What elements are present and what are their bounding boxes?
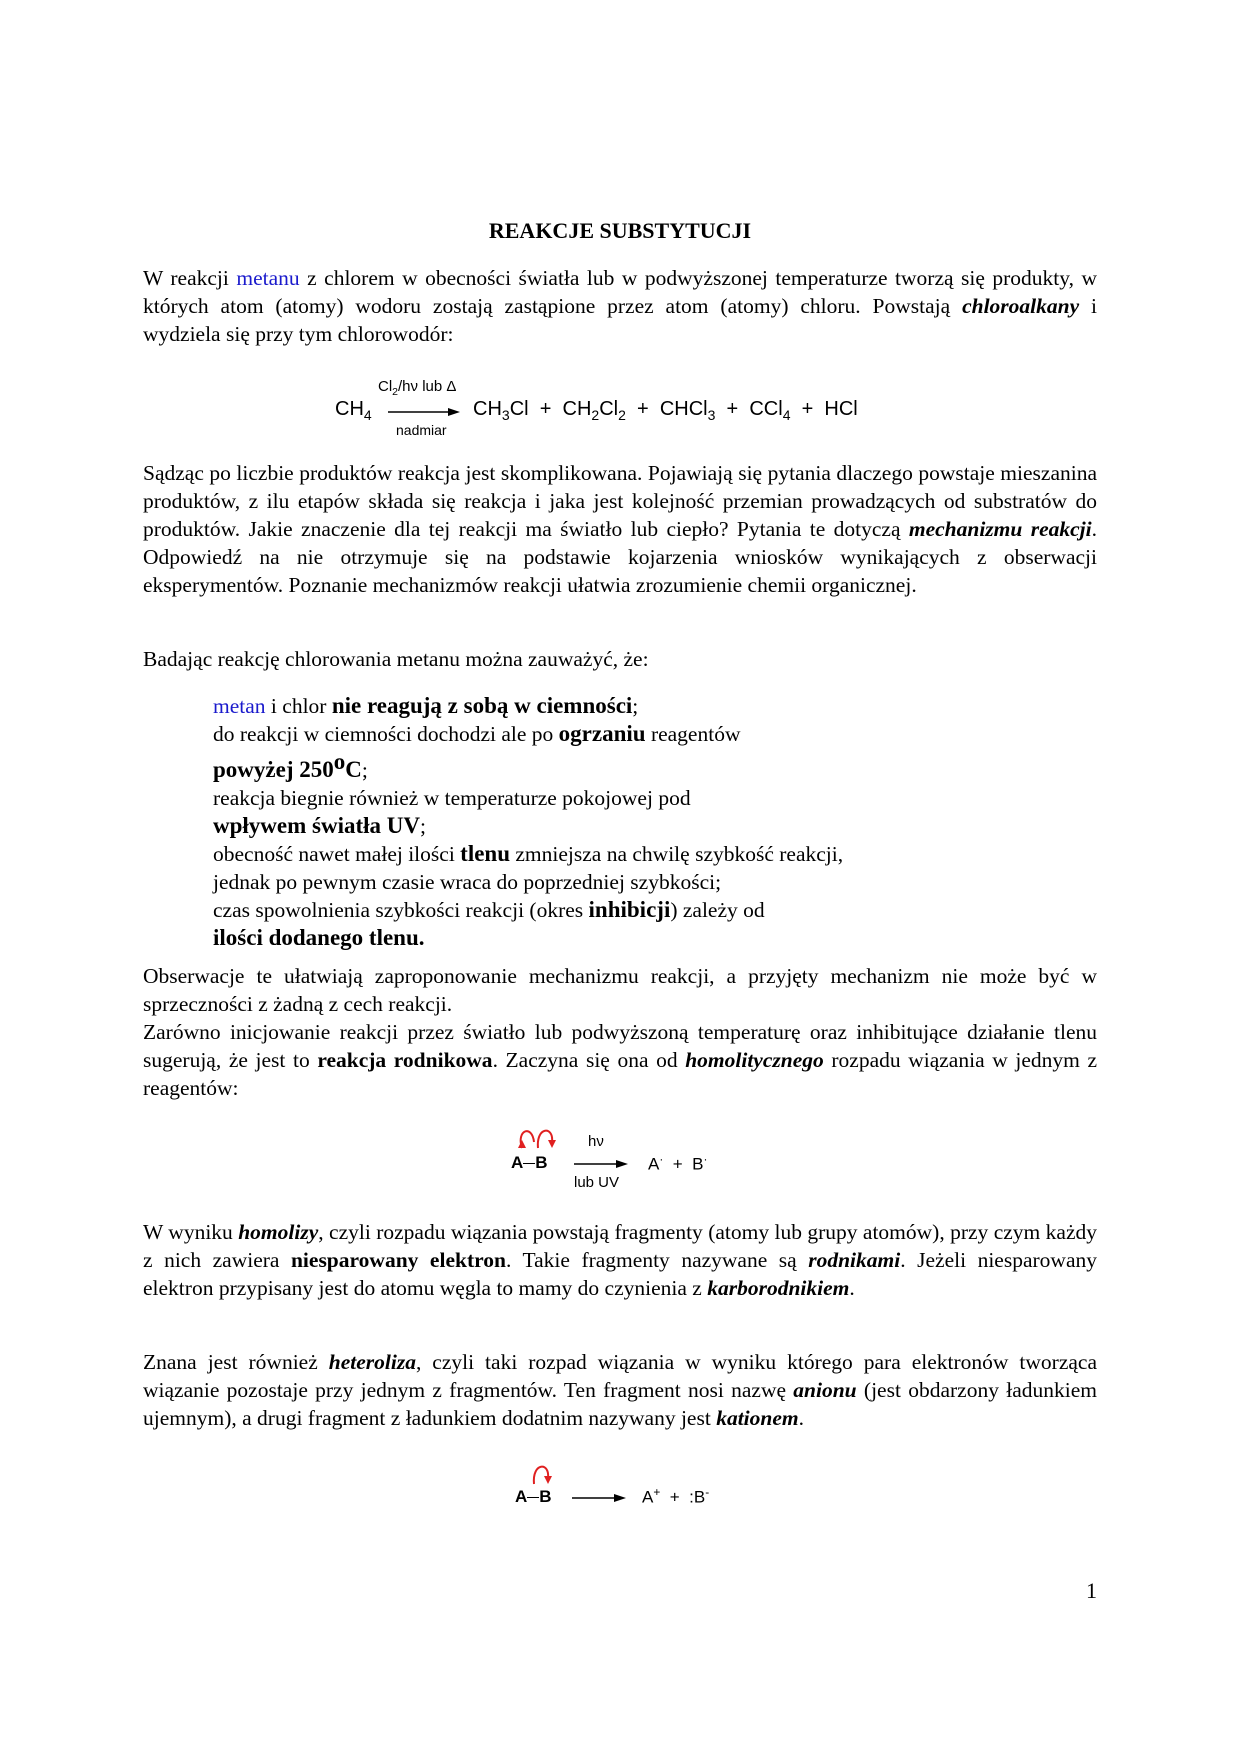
metan-link[interactable]: metanu [236, 266, 300, 290]
eq2-below: lub UV [574, 1174, 620, 1191]
list-item: czas spowolnienia szybkości reakcji (okres inhibicji) zależy od [213, 897, 765, 923]
text: z chlorem w obecności światła lub w podwyższonej temperaturze tworzą się produkty, w których atom (atomy) wodoru zostają zastąpione przez atom (atomy) chloru. Powstają [143, 266, 1098, 318]
paragraph-mechanism [143, 459, 1097, 599]
reaction-arrow-icon [388, 406, 460, 418]
eq3-products: A+ + :B- [642, 1485, 710, 1507]
text: i wydziela się przy tym chlorowodór: [143, 294, 1097, 346]
paragraph-heterolysis [143, 1348, 1097, 1432]
eq1-products: $CH_3Cl + CH_2Cl_2$ + CHCl$_3$ + CCl$_4$ + HCl [473, 398, 858, 423]
list-item: wpływem światła UV; [213, 813, 426, 839]
term-mechanizm: mechanizmu reakcji [908, 517, 1092, 541]
text: . Odpowiedź na nie otrzymuje się na podstawie kojarzenia wniosków wynikających z obserwacji eksperymentów. Poznanie mechanizmów reakcji ułatwia zrozumienie chemii organicznej. [143, 517, 1097, 597]
text: . Jeżeli niesparowany elektron przypisany jest do atomu węgla to mamy do czynienia z [143, 1248, 1097, 1300]
text: (jest obdarzony ładunkiem ujemnym), a drugi fragment z ładunkiem dodatnim nazywany jest [143, 1378, 1097, 1430]
list-item: powyżej 250$^o$C; [213, 749, 368, 783]
curved-arrows-icon [514, 1122, 562, 1152]
list-item: reakcja biegnie również w temperaturze pokojowej pod [213, 786, 691, 811]
paragraph-intro [143, 264, 1097, 348]
term-homoliza: homolizy [238, 1220, 319, 1244]
eq1-conditions-below: nadmiar [396, 422, 447, 438]
term-rodniki: rodnikami [808, 1248, 901, 1272]
metan-link[interactable]: metan [213, 694, 266, 718]
term-karborodnik: karborodnikiem [707, 1276, 850, 1300]
term-anion: anionu [793, 1378, 857, 1402]
term-homolityczny: homolitycznego [685, 1048, 824, 1072]
term-chloroalkany: chloroalkany [962, 294, 1080, 318]
list-item: ilości dodanego tlenu. [213, 925, 425, 951]
text: . [798, 1406, 804, 1430]
reaction-arrow-icon [574, 1158, 628, 1170]
text: Obserwacje te ułatwiają zaproponowanie mechanizmu reakcji, a przyjęty mechanizm nie może być w sprzeczności z żadną z cech reakcji. [143, 964, 1097, 1016]
eq1-reactant: $CH_4$ [335, 398, 372, 423]
page-title: REAKCJE SUBSTYTUCJI [488, 218, 752, 243]
paragraph-homolysis [143, 1218, 1097, 1302]
text: W wyniku [143, 1220, 239, 1244]
text: rozpadu wiązania w jednym z reagentów: [143, 1048, 1097, 1100]
term-kation: kationem [716, 1406, 799, 1430]
paragraph-radical [143, 962, 1097, 1102]
text: , czyli taki rozpad wiązania w wyniku którego para elektronów tworząca wiązanie pozostaje przy jednym z fragmentów. Ten fragment nosi nazwę [143, 1350, 1097, 1402]
term-heteroliza: heteroliza [328, 1350, 416, 1374]
text: Sądząc po liczbie produktów reakcja jest skomplikowana. Pojawiają się pytania dlaczego powstaje mieszanina produktów, z ilu etapów składa się reakcja i jaka jest kolejność przemian prowadzących od substratów do produktów. Jakie znaczenie dla tej reakcji ma światło lub ciepło? Pytania te dotyczą [143, 461, 1097, 541]
text: . [849, 1276, 855, 1300]
term-niesparowany-elektron: niesparowany elektron [290, 1248, 506, 1272]
eq2-above: hν [588, 1133, 604, 1150]
list-item: do reakcji w ciemności dochodzi ale po ogrzaniu reagentów [213, 721, 741, 746]
list-item: jednak po pewnym czasie wraca do poprzedniej szybkości; [213, 870, 722, 895]
text: W reakcji [143, 266, 237, 290]
text: . Zaczyna się ona od [492, 1048, 686, 1072]
curved-arrow-icon [530, 1458, 554, 1486]
reaction-arrow-icon [572, 1492, 626, 1504]
page-number: 1 [1086, 1578, 1097, 1603]
text: , czyli rozpadu wiązania powstają fragmenty (atomy lub grupy atomów), przy czym każdy z nich zawiera [143, 1220, 1097, 1272]
list-item: obecność nawet małej ilości tlenu zmniejsza na chwilę szybkość reakcji, [213, 841, 844, 867]
eq2-products: A· + B· [648, 1152, 708, 1174]
text: Zarówno inicjowanie reakcji przez światło lub podwyższoną temperaturę oraz inhibitujące działanie tlenu sugerują, że jest to [143, 1020, 1097, 1072]
paragraph-observations-intro: Badając reakcję chlorowania metanu można zauważyć, że: [143, 647, 649, 671]
observations-list [213, 692, 843, 952]
list-item: metan i chlor nie reagują z sobą w ciemności; [213, 693, 639, 718]
text: Znana jest również [143, 1350, 329, 1374]
eq3-reactant: A B [515, 1487, 552, 1506]
term-reakcja-rodnikowa: reakcja rodnikowa [317, 1048, 493, 1072]
eq1-conditions-above: $Cl_2/h\nu$ lub Δ [378, 378, 457, 398]
text: . Takie fragmenty nazywane są [505, 1248, 809, 1272]
eq2-reactant: A B [511, 1153, 548, 1172]
